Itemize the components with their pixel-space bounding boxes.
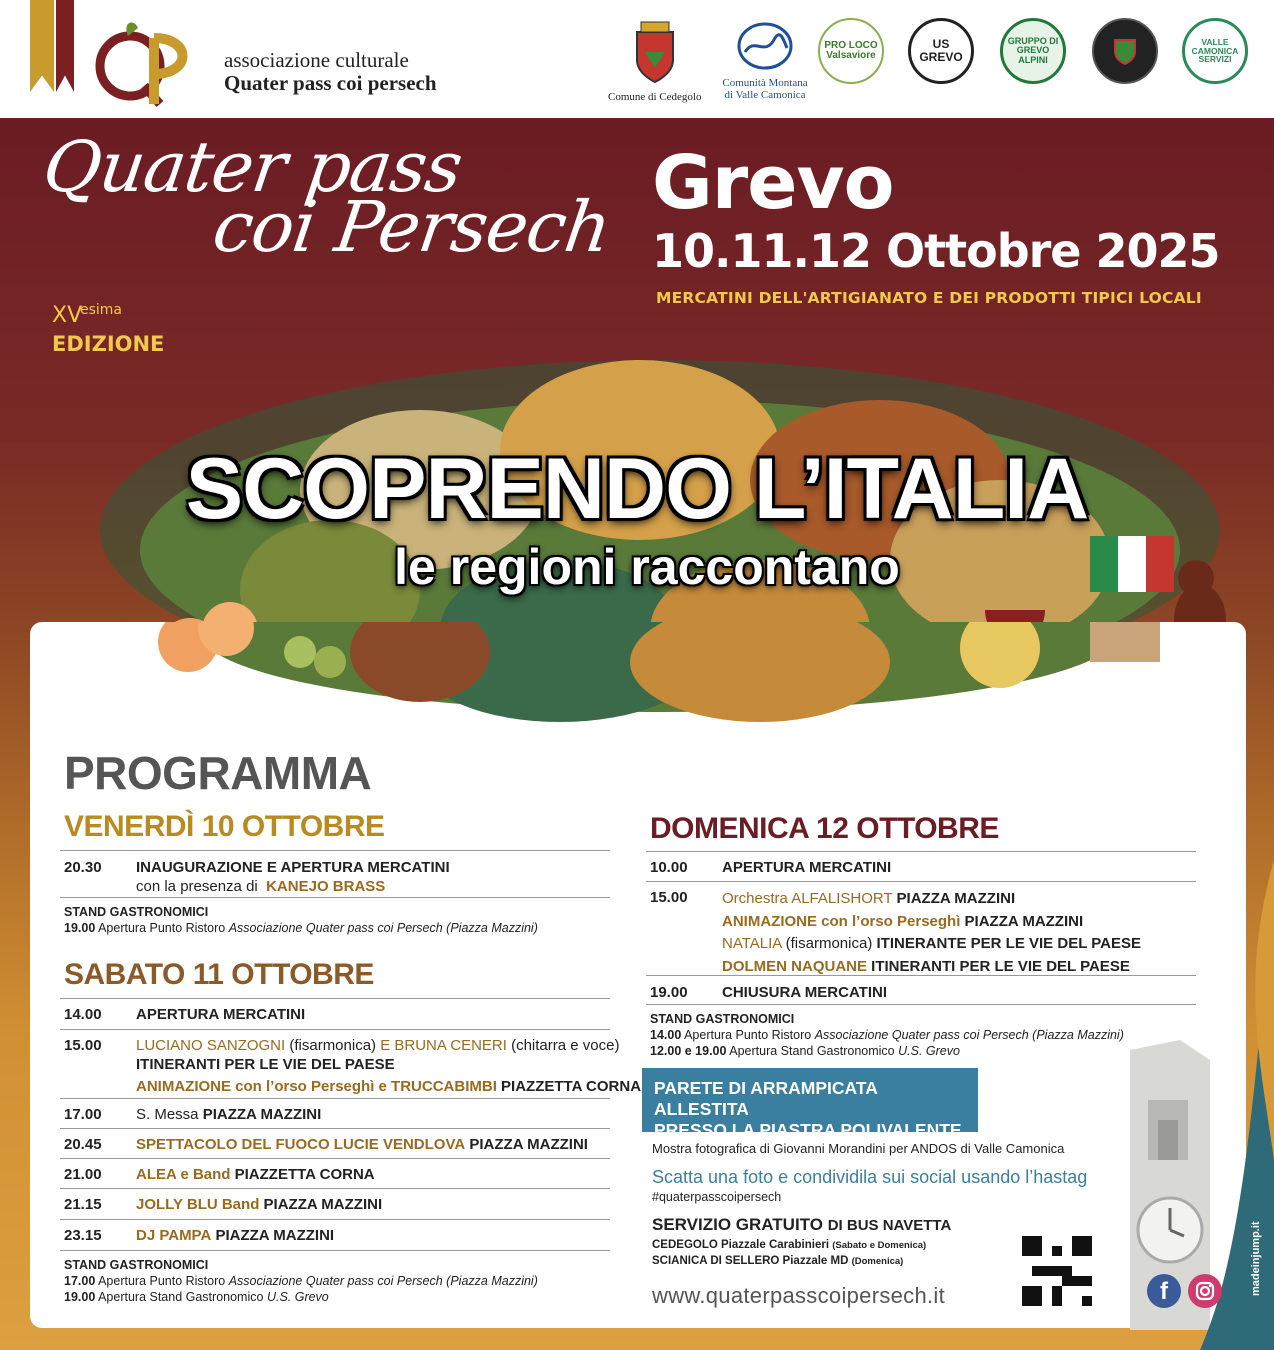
share-prompt: Scatta una foto e condividila sui social usando l’hastag — [652, 1167, 1088, 1187]
event-text: INAUGURAZIONE E APERTURA MERCATINI — [136, 859, 450, 876]
event-pre: con la presenza di — [136, 878, 258, 895]
instagram-glyph-icon — [1188, 1274, 1222, 1308]
saturday-stands: STAND GASTRONOMICI 17.00 Apertura Punto Ristoro Associazione Quater pass coi Persech (Piazza Mazzini) 19.00 Apertura Stand Gastronomico U.S. Grevo — [64, 1258, 538, 1304]
sponsor-pro-loco — [818, 18, 884, 84]
event-performer: KANEJO BRASS — [266, 878, 386, 895]
divider — [60, 1188, 610, 1189]
sunday-stands: STAND GASTRONOMICI 14.00 Apertura Punto Ristoro Associazione Quater pass coi Persech (Piazza Mazzini) 12.00 e 19.00 Apertura Stand Gastronomico U.S. Grevo — [650, 1012, 1124, 1058]
qr-code-icon[interactable] — [1022, 1236, 1092, 1306]
us-grevo-badge: US GREVO — [908, 18, 974, 84]
comune-crest-icon — [625, 18, 685, 88]
website-link[interactable]: www.quaterpasscoipersech.it — [652, 1283, 946, 1308]
divider — [646, 1004, 1196, 1005]
divider — [646, 881, 1196, 882]
divider — [646, 851, 1196, 852]
divider — [60, 1250, 610, 1251]
association-logo — [92, 16, 204, 108]
sponsor-caption: Comune di Cedegolo — [608, 91, 702, 103]
divider — [60, 1128, 610, 1129]
alpini-badge: GRUPPO DI GREVO ALPINI — [1000, 18, 1066, 84]
comunita-montana-icon — [735, 18, 795, 74]
script-title-line2: coi Persech — [208, 186, 616, 268]
shuttle-service: SERVIZIO GRATUITO DI BUS NAVETTA — [652, 1215, 952, 1234]
divider — [60, 998, 610, 999]
sponsor-alpini — [1000, 18, 1066, 84]
association-type: associazione culturale — [224, 48, 409, 72]
pro-loco-badge: PRO LOCO Valsaviore — [818, 18, 884, 84]
shield-icon — [1110, 36, 1140, 66]
friday-title: VENERDÌ 10 OTTOBRE — [64, 810, 385, 843]
time: 20.30 — [64, 859, 102, 876]
header — [0, 0, 1274, 118]
divider — [60, 1158, 610, 1159]
facebook-icon[interactable]: f — [1147, 1274, 1181, 1308]
script-title-line1: Quater pass — [38, 126, 467, 208]
photo-exhibition: Mostra fotografica di Giovanni Morandini per ANDOS di Valle Camonica — [652, 1141, 1065, 1156]
edition-suffix: esima — [80, 302, 123, 318]
sponsor-valle-camonica-servizi — [1182, 18, 1248, 84]
hashtag: #quaterpasscoipersech — [652, 1190, 782, 1204]
sponsor-carabinieri — [1092, 18, 1158, 84]
saturday-title: SABATO 11 OTTOBRE — [64, 958, 374, 991]
ribbon-dark — [56, 0, 74, 92]
edition-label: EDIZIONE — [52, 332, 165, 356]
divider — [60, 897, 610, 898]
sponsor-comunita-montana — [722, 18, 808, 101]
sponsor-comune-cedegolo — [608, 18, 702, 103]
divider — [60, 1219, 610, 1220]
designer-credit: madeinjump.it — [1250, 1221, 1262, 1296]
stand-heading: STAND GASTRONOMICI — [64, 905, 209, 919]
event-city: Grevo — [652, 140, 894, 226]
event-script-title — [38, 126, 616, 268]
carabinieri-badge — [1092, 18, 1158, 84]
edition-number: XV — [52, 303, 83, 328]
sponsor-us-grevo — [908, 18, 974, 84]
shuttle-stop-1: CEDEGOLO Piazzale Carabinieri (Sabato e Domenica) — [652, 1239, 927, 1251]
divider — [60, 1029, 610, 1030]
event-dates: 10.11.12 Ottobre 2025 — [652, 224, 1220, 278]
theme-title: SCOPRENDO L’ITALIA — [185, 441, 1089, 537]
vcs-badge: VALLE CAMONICA SERVIZI — [1182, 18, 1248, 84]
friday-stands: STAND GASTRONOMICI 19.00 Apertura Punto Ristoro Associazione Quater pass coi Persech (Piazza Mazzini) — [64, 905, 538, 935]
climbing-wall-banner: PARETE DI ARRAMPICATA ALLESTITA PRESSO LA PIASTRA POLIVALENTE — [642, 1068, 978, 1132]
shuttle-stop-2: SCIANICA DI SELLERO Piazzale MD (Domenica) — [652, 1255, 904, 1267]
sunday-title: DOMENICA 12 OTTOBRE — [650, 812, 999, 845]
event-subtitle: MERCATINI DELL'ARTIGIANATO E DEI PRODOTTI TIPICI LOCALI — [656, 289, 1202, 307]
divider — [60, 850, 610, 851]
ribbon-gold — [30, 0, 54, 92]
association-name: Quater pass coi persech — [224, 71, 437, 95]
divider — [60, 1098, 610, 1099]
instagram-icon[interactable] — [1188, 1274, 1222, 1308]
theme-subtitle: le regioni raccontano — [394, 539, 900, 595]
sponsor-caption: Comunità Montana di Valle Camonica — [722, 77, 808, 102]
program-title: PROGRAMMA — [64, 747, 372, 799]
divider — [646, 975, 1196, 976]
